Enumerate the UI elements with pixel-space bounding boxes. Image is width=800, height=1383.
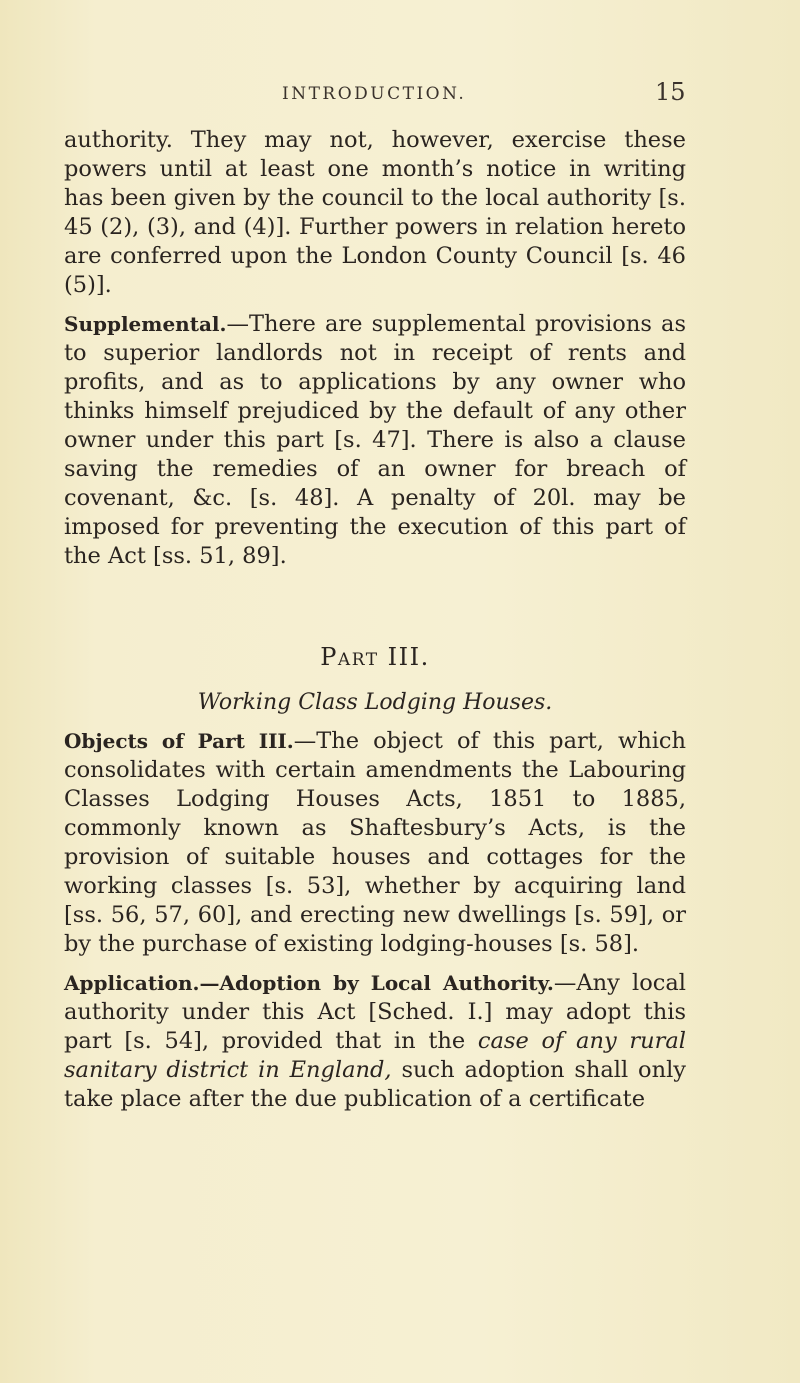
running-title: INTRODUCTION. (282, 84, 467, 104)
paragraph-authority (64, 126, 686, 300)
paragraph-supplemental-text: —There are supplemental provisions as to superior landlords not in receipt of rents and profits, and as to applications by any owner who thinks himself prejudiced by the default of any other owner under this part [s. 47]. There is also a clause saving the remedies of an owner for breach of covenant, &c. [s. 48]. A penalty of 20l. may be imposed for preventing the execution of this part of the Act [ss. 51, 89]. (64, 311, 686, 569)
paragraph-objects-text: —The object of this part, which consolidates with certain amendments the Labouring Classes Lodging Houses Acts, 1851 to 1885, commonly known as Shaftesbury’s Acts, is the provision of suitable houses and cottages for the working classes [s. 53], whether by acquiring land [ss. 56, 57, 60], and erecting new dwellings [s. 59], or by the purchase of existing lodging-houses [s. 58]. (64, 728, 686, 957)
part-subheading: Working Class Lodging Houses. (197, 690, 553, 715)
side-heading-application: Application.—Adoption by Local Authority. (64, 971, 554, 995)
paragraph-objects (64, 727, 686, 959)
side-heading-objects: Objects of Part III. (64, 729, 294, 753)
side-heading-supplemental: Supplemental. (64, 312, 227, 336)
paragraph-application (64, 969, 686, 1114)
body-text (64, 126, 686, 1114)
part-heading: Part III. (320, 643, 430, 671)
paragraph-application-italic: case of any rural sanitary district in England, (64, 1028, 687, 1083)
paragraph-application-text-b: such adoption shall only take place after the due publication of a certificate (64, 1057, 686, 1112)
paragraph-authority-text: authority. They may not, however, exercise these powers until at least one month’s notice in writing has been given by the council to the local authority [s. 45 (2), (3), and (4)]. Further powers in relation hereto are conferred upon the London County Council [s. 46 (5)]. (64, 127, 686, 298)
running-head (0, 78, 800, 114)
paragraph-application-text-a: —Any local authority under this Act [Sched. I.] may adopt this part [s. 54], provided that in the (64, 970, 686, 1054)
paragraph-supplemental (64, 310, 686, 571)
page-number: 15 (655, 78, 686, 106)
